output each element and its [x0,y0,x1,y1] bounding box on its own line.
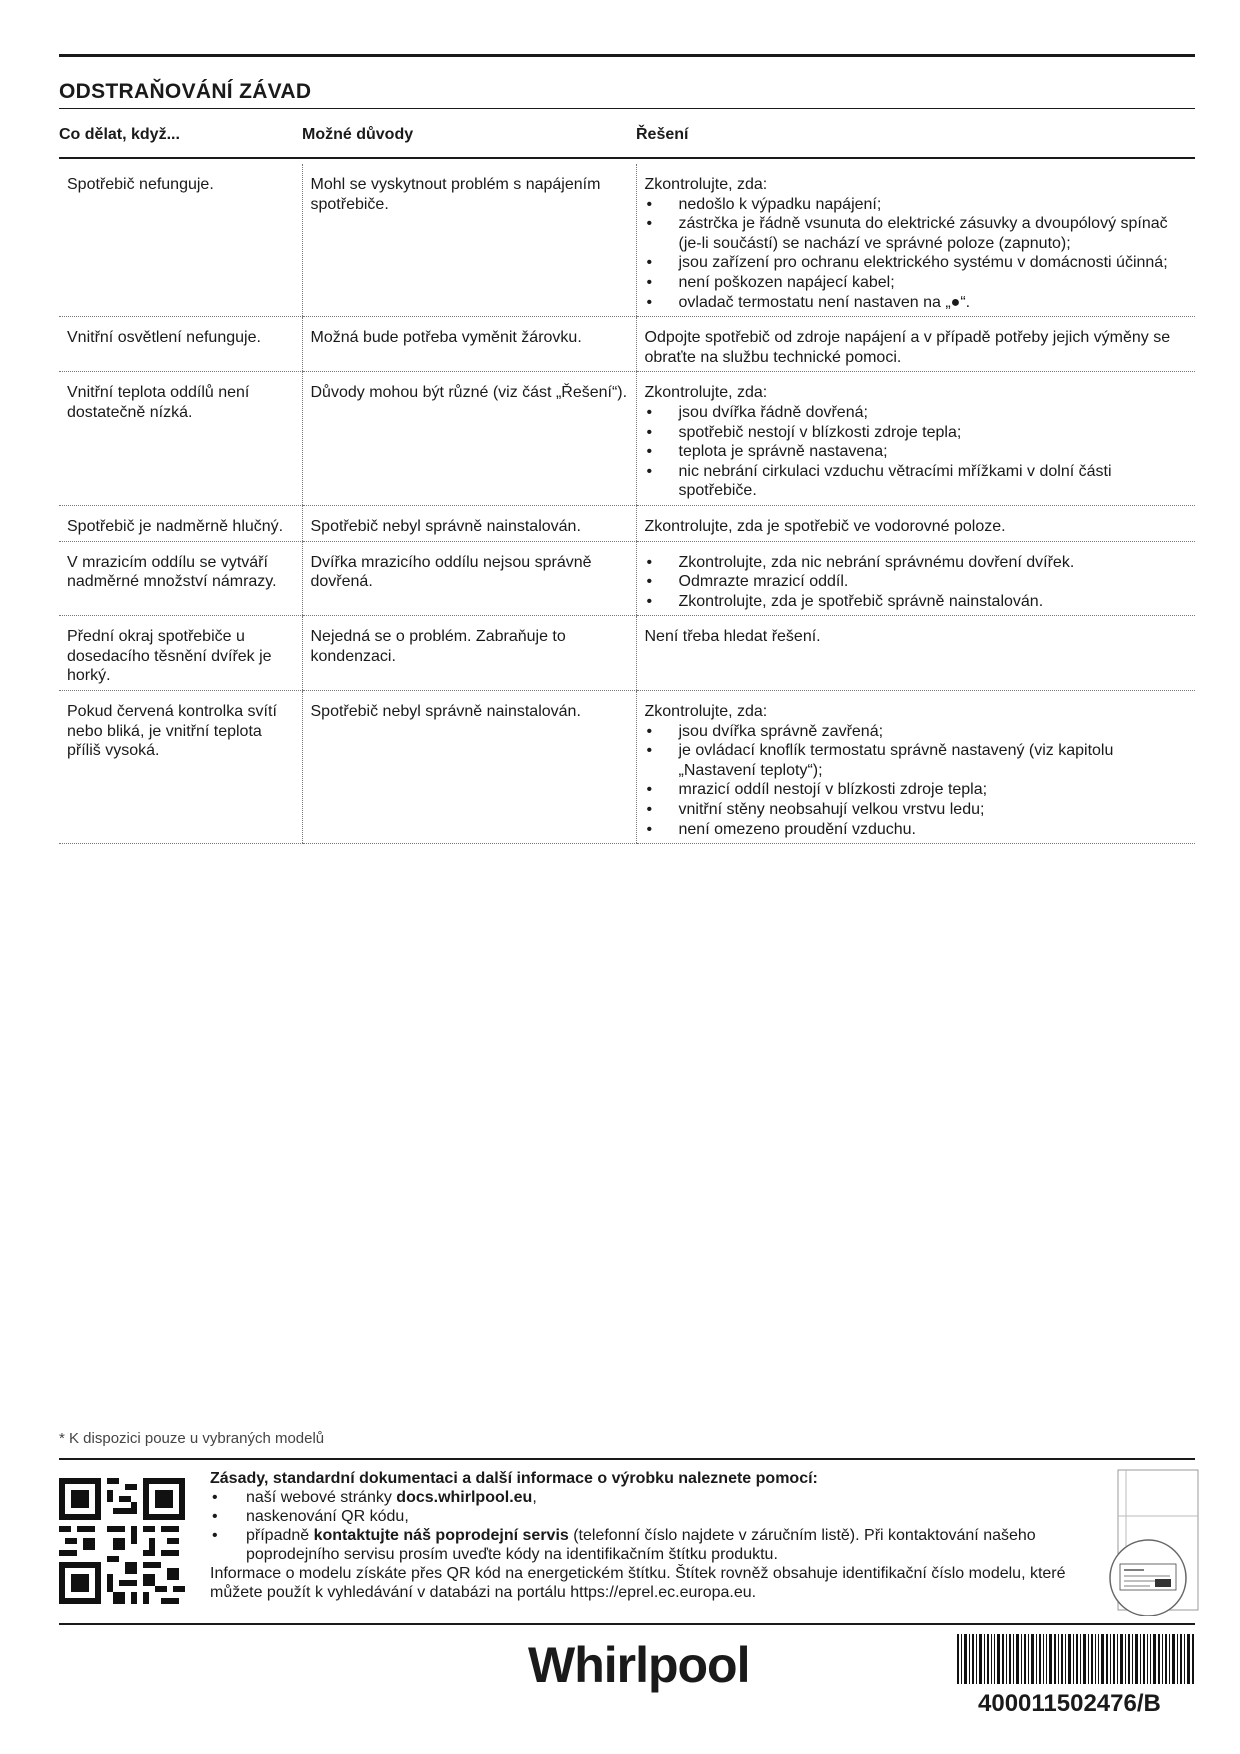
list-item: • je ovládací knoflík termostatu správně nastavený (viz kapitolu „Nastavení teploty“); [645,741,1188,780]
list-item: • teplota je správně nastavena; [645,442,1188,462]
table-header [59,118,1195,158]
table-row [59,317,1195,372]
list-item: • jsou dvířka správně zavřená; [645,722,1188,742]
top-rule [59,54,1195,57]
list-item: • nedošlo k výpadku napájení; [645,195,1188,215]
cause-cell: Dvířka mrazicího oddílu nejsou správně dovřená. [302,541,636,616]
list-item: • není omezeno proudění vzduchu. [645,820,1188,840]
page-title: ODSTRAŇOVÁNÍ ZÁVAD [59,80,312,103]
list-item: • případně kontaktujte náš poprodejní servis (telefonní číslo najdete v záručním listě). Při kontaktování našeho poprodejního servisu prosím uveďte kódy na identifikačním štítku produktu. [210,1526,1070,1564]
list-item: • jsou zařízení pro ochranu elektrického systému v domácnosti účinná; [645,253,1188,273]
cause-cell: Nejedná se o problém. Zabraňuje to kondenzaci. [302,616,636,691]
list-item: • Zkontrolujte, zda nic nebrání správnému dovření dvířek. [645,553,1188,573]
cause-cell: Spotřebič nebyl správně nainstalován. [302,505,636,541]
cause-cell: Důvody mohou být různé (viz část „Řešení“). [302,372,636,506]
problem-cell: Vnitřní osvětlení nefunguje. [59,317,302,372]
table-row [59,505,1195,541]
list-item: • zástrčka je řádně vsunuta do elektrické zásuvky a dvoupólový spínač (je-li součástí) se nachází ve správné poloze (zapnuto); [645,214,1188,253]
list-item: • spotřebič nestojí v blízkosti zdroje tepla; [645,423,1188,443]
list-item: • mrazicí oddíl nestojí v blízkosti zdroje tepla; [645,780,1188,800]
table-row [59,541,1195,616]
solution-cell [636,164,1195,317]
solution-list [645,553,1188,612]
barcode-number: 400011502476/B [978,1690,1161,1717]
qr-code-icon [59,1478,185,1604]
list-item: • jsou dvířka řádně dovřená; [645,403,1188,423]
info-heading: Zásady, standardní dokumentaci a další informace o výrobku naleznete pomocí: [210,1470,818,1487]
footnote: * K dispozici pouze u vybraných modelů [59,1430,325,1447]
brand-logo: Whirlpool [528,1637,750,1693]
website-link[interactable]: docs.whirlpool.eu [396,1489,533,1506]
solution-cell [636,541,1195,616]
solution-intro: Zkontrolujte, zda: [644,703,768,721]
rating-label-illustration [1100,1466,1200,1616]
title-rule [59,108,1195,109]
list-item: • Odmrazte mrazicí oddíl. [645,572,1188,592]
table-row [59,164,1195,317]
list-item: • ovladač termostatu není nastaven na „●“. [645,293,1188,313]
solution-cell [636,372,1195,506]
table-row [59,372,1195,506]
solution-list [645,722,1188,840]
barcode-icon [955,1634,1195,1684]
problem-cell: Přední okraj spotřebiče u dosedacího těsnění dvířek je horký. [59,616,302,691]
table-row [59,616,1195,691]
list-item: • není poškozen napájecí kabel; [645,273,1188,293]
solution-cell: Zkontrolujte, zda je spotřebič ve vodorovné poloze. [636,505,1195,541]
header-cause: Možné důvody [302,126,414,143]
solution-cell [636,691,1195,844]
list-item: • naskenování QR kódu, [210,1507,1070,1526]
solution-cell: Odpojte spotřebič od zdroje napájení a v případě potřeby jejich výměny se obraťte na službu technické pomoci. [636,317,1195,372]
solution-intro: Zkontrolujte, zda: [644,384,768,402]
list-item: • naší webové stránky docs.whirlpool.eu, [210,1488,1070,1507]
list-item: • Zkontrolujte, zda je spotřebič správně nainstalován. [645,592,1188,612]
problem-cell: Vnitřní teplota oddílů není dostatečně nízká. [59,372,302,506]
solution-cell: Není třeba hledat řešení. [636,616,1195,691]
problem-cell: V mrazicím oddílu se vytváří nadměrné množství námrazy. [59,541,302,616]
table-row [59,691,1195,844]
problem-cell: Spotřebič je nadměrně hlučný. [59,505,302,541]
solution-list [645,195,1188,313]
header-solution: Řešení [636,126,689,143]
header-rule [59,157,1195,159]
header-problem: Co dělat, když... [59,126,180,143]
cause-cell: Mohl se vyskytnout problém s napájením spotřebiče. [302,164,636,317]
problem-cell: Spotřebič nefunguje. [59,164,302,317]
service-contact: kontaktujte náš poprodejní servis [313,1527,569,1544]
info-block [210,1469,1070,1602]
footer-bottom-rule [59,1623,1195,1625]
info-list [210,1488,1070,1564]
troubleshooting-table [59,164,1195,844]
list-item: • vnitřní stěny neobsahují velkou vrstvu ledu; [645,800,1188,820]
footer-rule [59,1458,1195,1460]
info-note: Informace o modelu získáte přes QR kód na energetickém štítku. Štítek rovněž obsahuje identifikační číslo modelu, které můžete použít k vyhledávání v databázi na portálu https://eprel.ec.europa.eu. [210,1565,1066,1601]
solution-intro: Zkontrolujte, zda: [644,176,768,193]
problem-cell: Pokud červená kontrolka svítí nebo bliká, je vnitřní teplota příliš vysoká. [59,691,302,844]
cause-cell: Možná bude potřeba vyměnit žárovku. [302,317,636,372]
list-item: • nic nebrání cirkulaci vzduchu větracími mřížkami v dolní části spotřebiče. [645,462,1188,501]
solution-list [645,403,1188,501]
cause-cell: Spotřebič nebyl správně nainstalován. [302,691,636,844]
